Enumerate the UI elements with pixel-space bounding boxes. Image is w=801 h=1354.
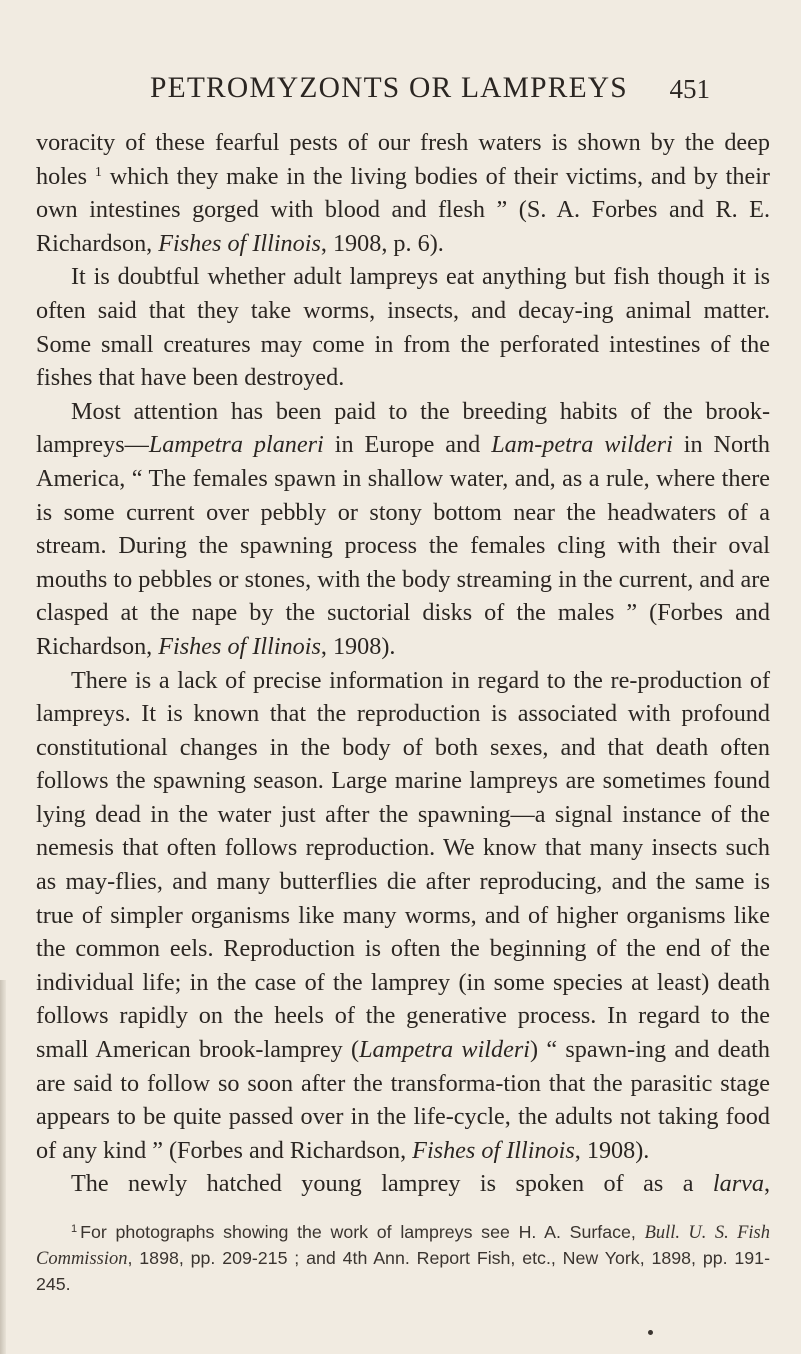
footnote <box>36 1220 770 1297</box>
italic-text: Bull. U. S. Fish Commission <box>36 1223 770 1269</box>
footnote-marker: 1 <box>71 1223 78 1235</box>
text-run: For photographs showing the work of lampreys see H. A. Surface, <box>80 1222 645 1242</box>
text-run: , 1898, pp. 209-215 ; and 4th Ann. Report Fish, etc., New York, 1898, pp. 191-245. <box>36 1248 770 1294</box>
text-run: The newly hatched young lamprey is spoken of as a <box>71 1170 713 1198</box>
page-edge-shadow <box>0 980 6 1354</box>
italic-text: Lam-petra wilderi <box>491 431 673 459</box>
italic-text: Fishes of Illinois <box>158 632 321 660</box>
text-run: It is doubtful whether adult lampreys eat anything but fish though it is often said that they take worms, insects, and decay-ing animal matter. Some small creatures may come in from the perforated intestines of the fishes that have been destroyed. <box>36 263 770 392</box>
italic-text: Lampetra wilderi <box>359 1036 530 1064</box>
text-run: ) “ spawn-ing and death are said to follow so soon after the transforma-tion that the parasitic stage appears to be quite passed over in the life-cycle, the adults not taking food of any kind ” (Forbes and Richardson, <box>36 1036 770 1164</box>
text-run: which they make in the living bodies of their victims, and by their own intestines gorged with blood and flesh ” (S. A. Forbes and R. E. Richardson, <box>36 162 770 257</box>
text-run: in Europe and <box>323 431 492 459</box>
italic-text: larva <box>712 1170 764 1198</box>
text-run: , <box>763 1170 770 1198</box>
paragraph <box>36 126 770 260</box>
text-run: There is a lack of precise information in regard to the re-production of lampreys. It is known that the reproduction is associated with profound constitutional changes in the body of both sexes, and that death often follows the spawning season. Large marine lampreys are sometimes found lying dead in the water just after the spawning—a signal instance of the nemesis that often follows reproduction. We know that many insects such as may-flies, and many butterflies die after reproducing, and the same is true of simpler organisms like many worms, and of higher organisms like the common eels. Reproduction is often the beginning of the end of the individual life; in the case of the lamprey (in some species at least) death follows rapidly on the heels of the generative process. In regard to the small American brook-lamprey ( <box>36 666 770 1064</box>
text-run: Most attention has been paid to the breeding habits of the brook-lampreys— <box>36 397 770 459</box>
body-text <box>36 126 770 1201</box>
footnote-text <box>36 1220 770 1297</box>
paragraph <box>36 1167 770 1201</box>
footnote-marker: 1 <box>94 164 102 180</box>
page-header <box>150 72 710 112</box>
running-head: PETROMYZONTS OR LAMPREYS <box>150 72 628 104</box>
paragraph <box>36 395 770 664</box>
paragraph <box>36 664 770 1168</box>
page-number: 451 <box>669 74 710 104</box>
paragraph <box>36 260 770 394</box>
text-run: , 1908). <box>574 1136 650 1164</box>
text-run: voracity of these fearful pests of our fresh waters is shown by the deep holes <box>36 129 770 190</box>
text-run: , 1908). <box>320 632 396 660</box>
text-run: in North America, “ The females spawn in shallow water, and, as a rule, where there is some current over pebbly or stony bottom near the headwaters of a stream. During the spawning process the females cling with their oval mouths to pebbles or stones, with the body streaming in the current, and are clasped at the nape by the suctorial disks of the males ” (Forbes and Richardson, <box>36 431 770 660</box>
italic-text: Fishes of Illinois <box>412 1136 575 1164</box>
text-run: , 1908, p. 6). <box>320 229 444 257</box>
italic-text: Lampetra planeri <box>148 431 324 459</box>
italic-text: Fishes of Illinois <box>158 229 321 257</box>
ink-speck <box>648 1330 653 1335</box>
